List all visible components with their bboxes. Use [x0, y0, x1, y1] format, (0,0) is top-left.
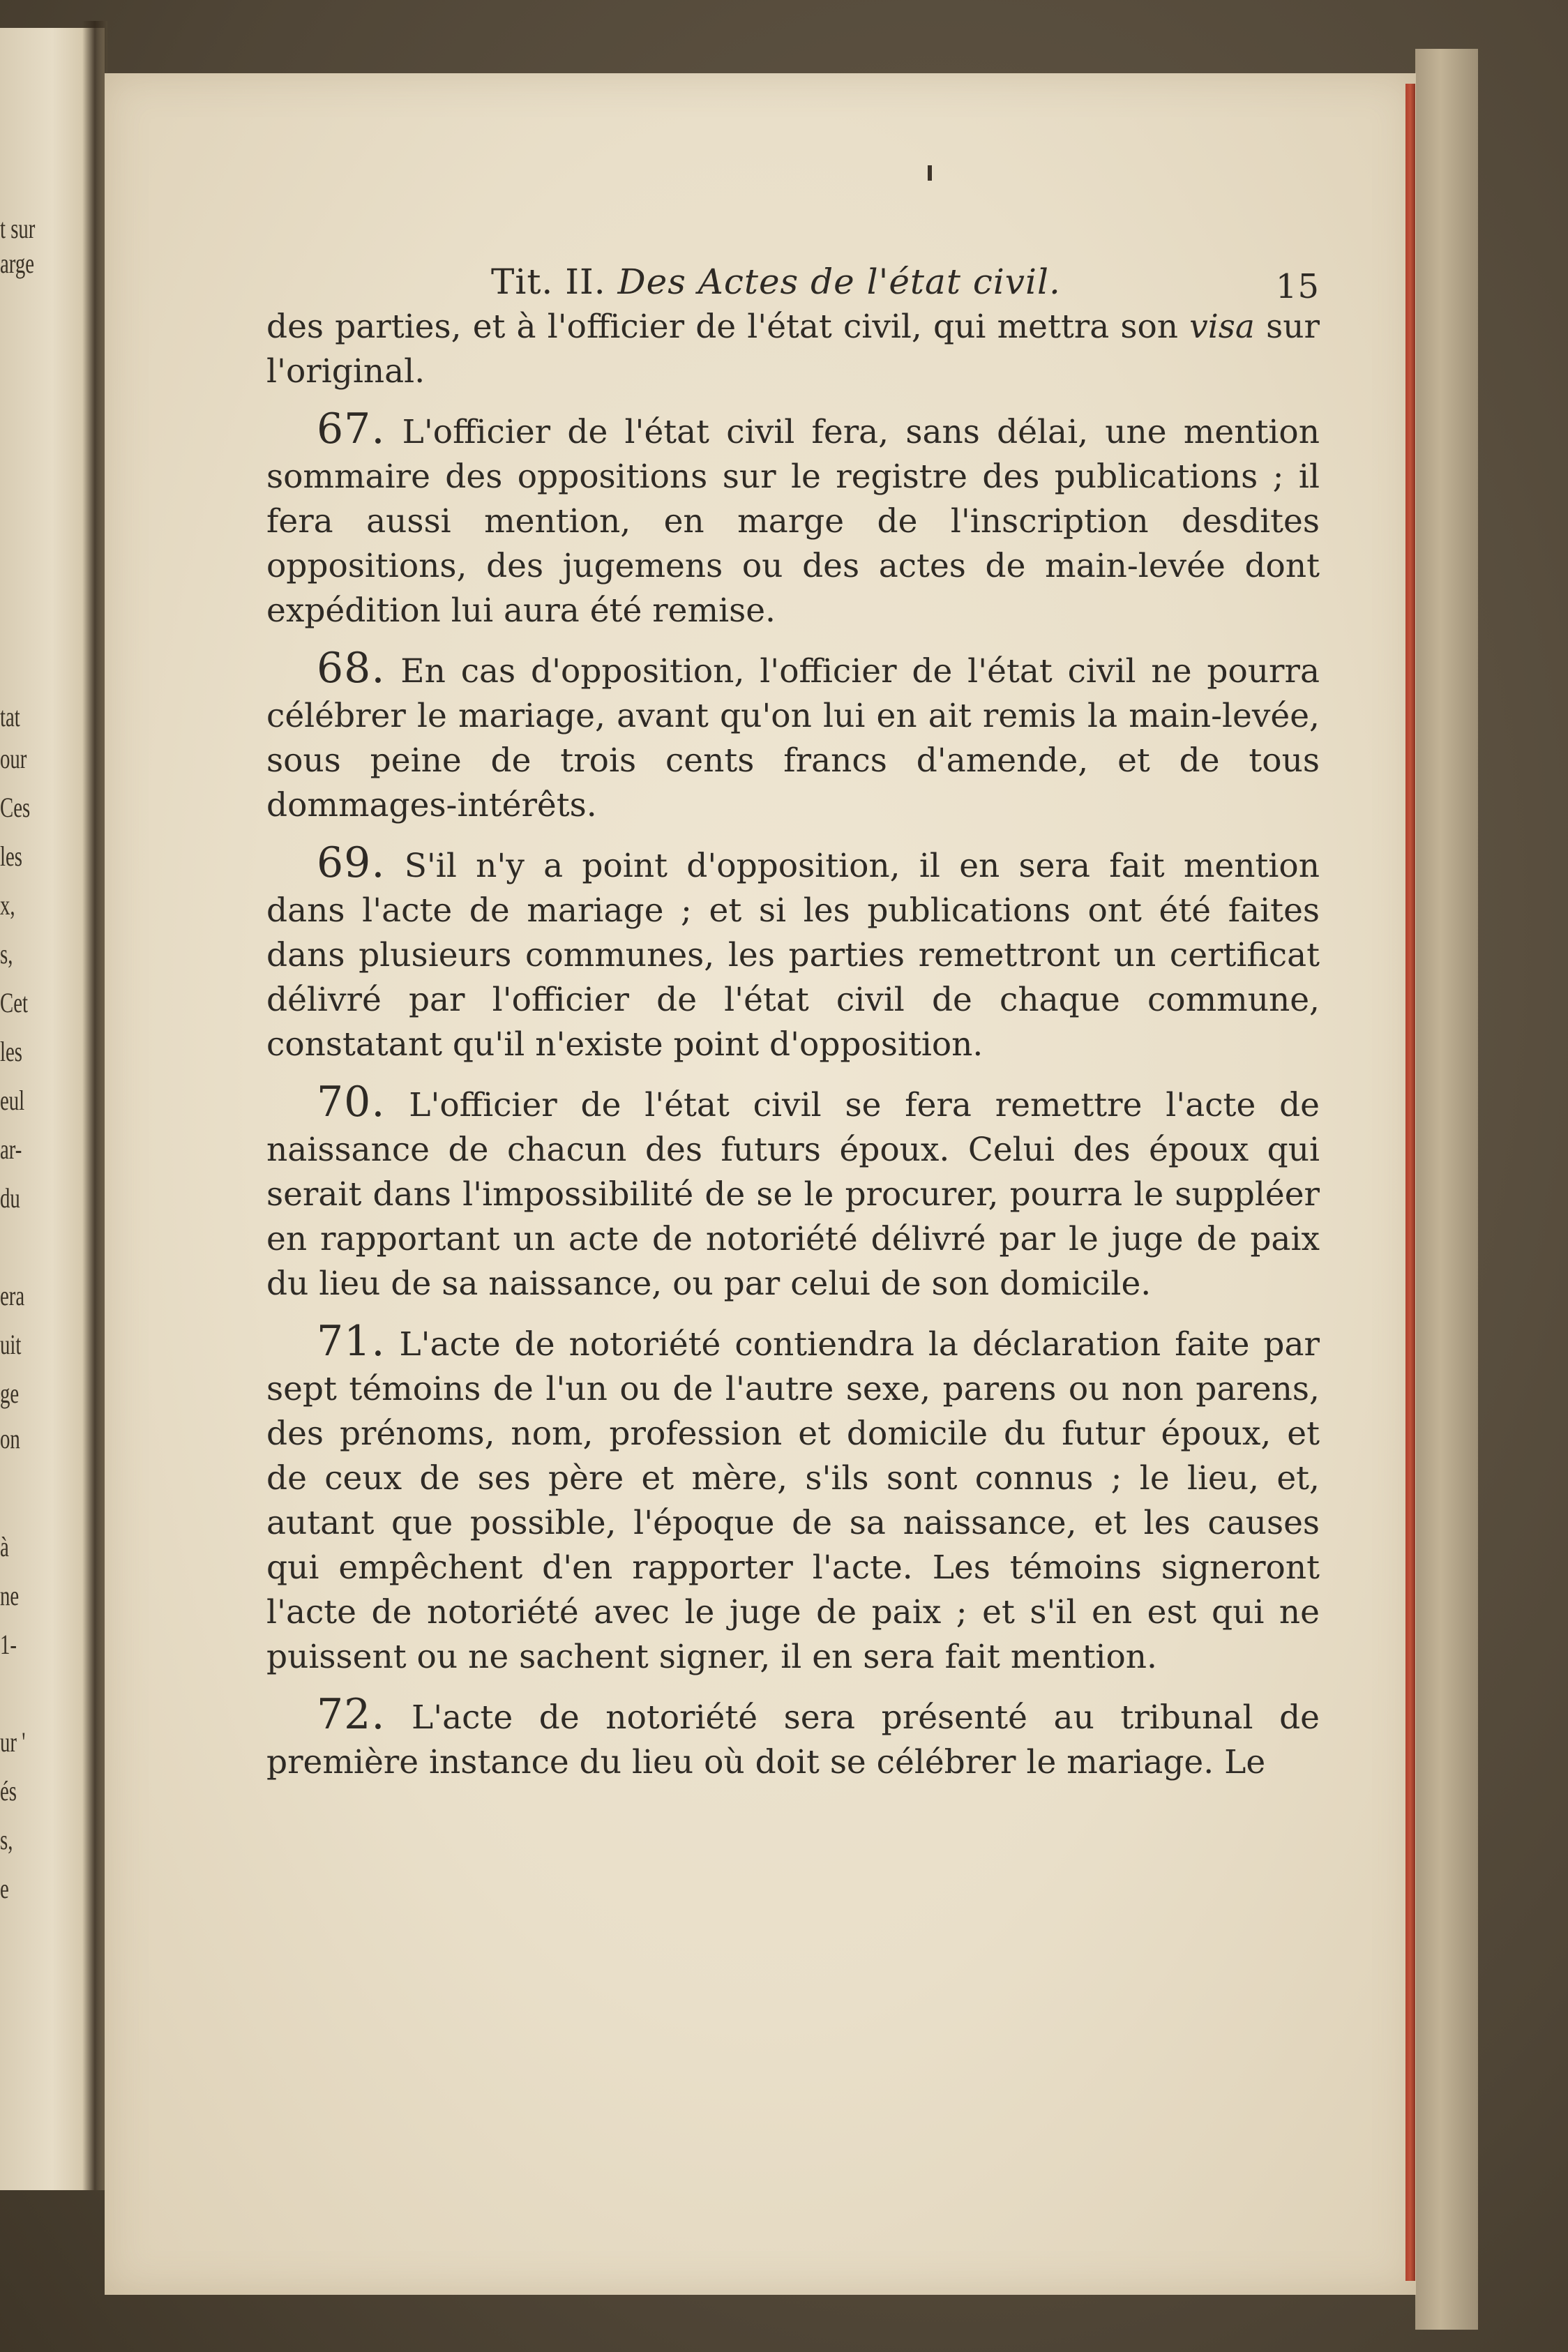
article-text: L'officier de l'état civil se fera remettre l'acte de naissance de chacun des futurs époux. Celui des époux qui serait dans l'impossibilité de se le procurer, pourra le suppléer en rapportant un acte de notoriété délivré par le juge de paix du lieu de sa naissance, ou par celui de son domicile. [266, 1086, 1320, 1303]
facing-page-text [0, 28, 82, 2190]
facing-page-fragment: e [0, 1873, 9, 1904]
facing-page-fragment: ne [0, 1580, 20, 1611]
running-head [266, 262, 1320, 305]
article-69 [266, 840, 1320, 1067]
article-70 [266, 1080, 1320, 1306]
article-67 [266, 407, 1320, 633]
article-number: 72. [317, 1690, 386, 1739]
facing-page-fragment: our [0, 743, 27, 774]
facing-page-fragment: 1- [0, 1629, 17, 1660]
running-head-prefix: Tit. II. [491, 262, 606, 302]
facing-page-fragment: era [0, 1280, 25, 1311]
article-text: L'acte de notoriété sera présenté au tribunal de première instance du lieu où doit se célébrer le mariage. Le [266, 1698, 1320, 1781]
article-number: 67. [317, 405, 386, 453]
facing-page-fragment: ur ' [0, 1726, 26, 1758]
page [105, 73, 1416, 2295]
running-head-title [491, 262, 1061, 302]
article-71 [266, 1319, 1320, 1680]
facing-page-fragment: Cet [0, 987, 28, 1018]
running-head-italic: Des Actes de l'état civil. [617, 262, 1061, 302]
paragraph-text: des parties, et à l'officier de l'état civil, qui mettra son [266, 308, 1179, 346]
facing-page-fragment: tat [0, 701, 20, 732]
facing-page-fragment: eul [0, 1085, 25, 1116]
article-text: L'officier de l'état civil fera, sans délai, une mention sommaire des oppositions sur le registre des publications ; il fera aussi mention, en marge de l'inscription desdites oppositions, des jugemens ou des actes de main-levée dont expédition lui aura été remise. [266, 413, 1320, 630]
article-number: 70. [317, 1078, 386, 1126]
facing-page-fragment: arge [0, 248, 35, 279]
cover-edge [1415, 49, 1478, 2330]
facing-page-fragment: les [0, 1036, 22, 1067]
italic-word: visa [1189, 308, 1255, 346]
facing-page-fragment: x, [0, 889, 15, 921]
article-number: 68. [317, 644, 386, 693]
article-number: 71. [317, 1317, 386, 1366]
red-page-edge [1405, 84, 1415, 2281]
facing-page-fragment: ar- [0, 1133, 22, 1165]
paragraph-continuation [266, 305, 1320, 394]
facing-page-fragment: ge [0, 1378, 20, 1409]
facing-page-fragment: s, [0, 938, 13, 970]
article-text: L'acte de notoriété contiendra la déclaration faite par sept témoins de l'un ou de l'autre sexe, parens ou non parens, des prénoms, nom, profession et domicile du futur époux, et de ceux de ses père et mère, s'ils sont connus ; le lieu, et, autant que possible, l'époque de sa naissance, et les causes qui empêchent d'en rapporter l'acte. Les témoins signeront l'acte de notoriété avec le juge de paix ; et s'il en est qui ne puissent ou ne sachent signer, il en sera fait mention. [266, 1325, 1320, 1676]
paragraph-text: sur l'original. [266, 308, 1320, 391]
article-68 [266, 646, 1320, 828]
facing-page-fragment: uit [0, 1329, 22, 1360]
facing-page-fragment: és [0, 1775, 17, 1807]
article-72 [266, 1692, 1320, 1785]
facing-page-fragment: à [0, 1531, 9, 1562]
ink-mark [928, 165, 932, 181]
facing-page-fragment: t sur [0, 213, 36, 244]
book-gutter [82, 21, 107, 2190]
facing-page-fragment: Ces [0, 792, 31, 823]
page-text [266, 262, 1320, 1797]
facing-page-fragment: s, [0, 1824, 13, 1855]
page-number: 15 [1275, 267, 1320, 306]
facing-page-fragment: du [0, 1182, 20, 1214]
article-text: S'il n'y a point d'opposition, il en sera fait mention dans l'acte de mariage ; et si les publications ont été faites dans plusieurs communes, les parties remettront un certificat délivré par l'officier de l'état civil de chaque commune, constatant qu'il n'existe point d'opposition. [266, 847, 1320, 1064]
article-text: En cas d'opposition, l'officier de l'état civil ne pourra célébrer le mariage, avant qu'on lui en ait remis la main-levée, sous peine de trois cents francs d'amende, et de tous dommages-intérêts. [266, 652, 1320, 824]
facing-page-fragment: on [0, 1423, 20, 1454]
article-number: 69. [317, 838, 386, 887]
facing-page-fragment: les [0, 840, 22, 872]
